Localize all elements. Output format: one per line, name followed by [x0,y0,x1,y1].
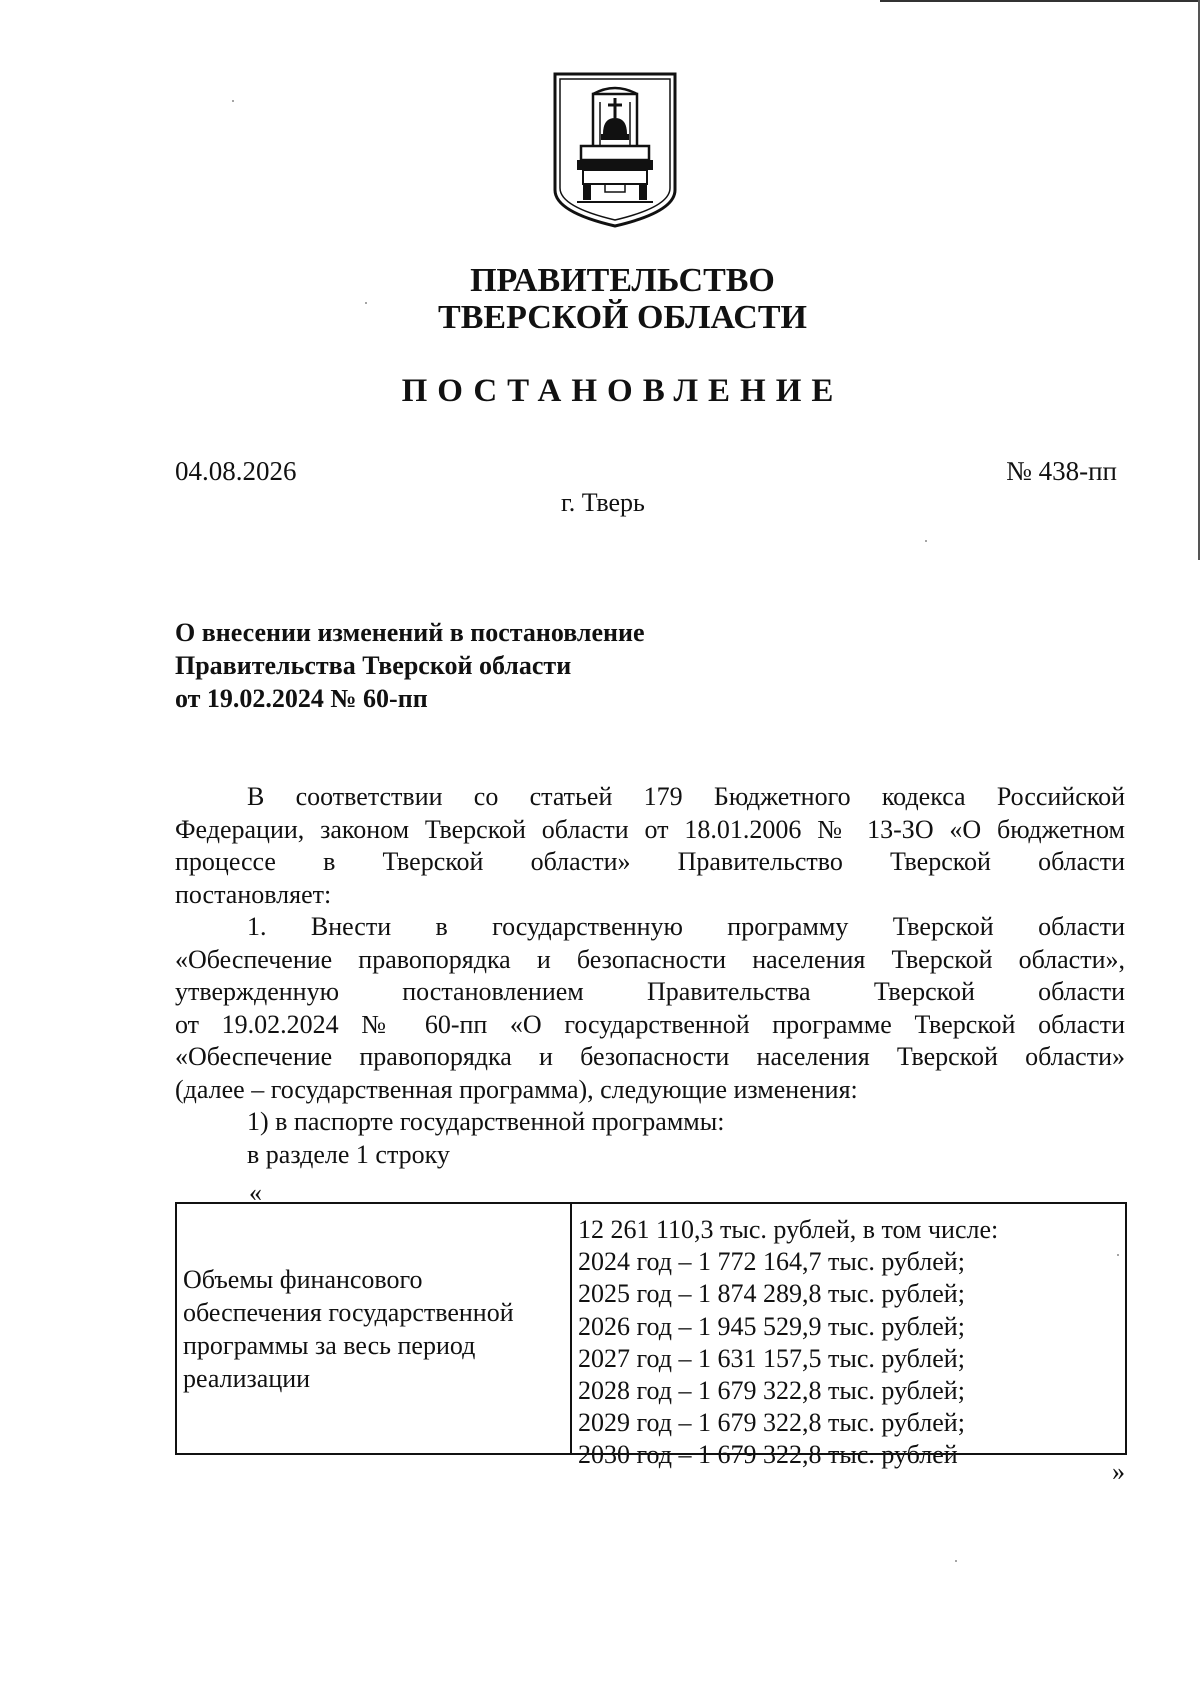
body-line: утвержденную постановлением Правительства Тверской области [175,977,1125,1006]
document-body [175,781,1125,1171]
document-date: 04.08.2026 [175,456,297,486]
table-value-line: 2030 год – 1 679 322,8 тыс. рублей [578,1440,958,1470]
body-line: процессе в Тверской области» Правительство Тверской области [175,847,1125,876]
body-line: в разделе 1 строку [247,1139,450,1169]
coat-of-arms-emblem [553,72,677,228]
body-line: В соответствии со статьей 179 Бюджетного кодекса Российской [247,782,1125,811]
body-line: от 19.02.2024 № 60-пп «О государственной программе Тверской области [175,1009,1125,1039]
government-title-line-1: ПРАВИТЕЛЬСТВО [470,262,775,299]
table-value-line: 2024 год – 1 772 164,7 тыс. рублей; [578,1247,965,1277]
table-value-line: 2026 год – 1 945 529,9 тыс. рублей; [578,1311,965,1341]
table-label-line: Объемы финансового [183,1264,423,1294]
table-value-line: 2027 год – 1 631 157,5 тыс. рублей; [578,1343,965,1373]
table-label-line: программы за весь период [183,1330,476,1360]
financing-table [175,1202,1127,1470]
table-value-cell [572,1204,1125,1470]
body-line: постановляет: [175,879,332,909]
body-line: 1. Внести в государственную программу Тверской области [247,912,1125,941]
table-value-line: 2028 год – 1 679 322,8 тыс. рублей; [578,1376,965,1406]
scan-edge-top [880,0,1200,2]
table-label-line: реализации [183,1363,311,1393]
opening-quote: « [249,1178,262,1207]
table-value-line: 12 261 110,3 тыс. рублей, в том числе: [578,1215,999,1244]
document-subject [175,616,645,715]
document-type-heading: ПОСТАНОВЛЕНИЕ [401,373,844,409]
document-city: г. Тверь [561,488,645,517]
body-line: 1) в паспорте государственной программы: [247,1107,725,1136]
subject-line: Правительства Тверской области [175,651,572,680]
body-line: «Обеспечение правопорядка и безопасности населения Тверской области» [175,1042,1125,1071]
body-line: Федерации, законом Тверской области от 18.01.2006 № 13-ЗО «О бюджетном [175,814,1125,844]
scan-speck [955,1560,957,1562]
subject-line: О внесении изменений в постановление [175,618,645,647]
table-label-cell [177,1204,572,1453]
subject-line: от 19.02.2024 № 60-пп [175,684,428,713]
table-label-line: обеспечения государственной [183,1297,514,1327]
body-line: (далее – государственная программа), следующие изменения: [175,1074,858,1104]
document-number: № 438-пп [1006,456,1117,486]
government-title-line-2: ТВЕРСКОЙ ОБЛАСТИ [438,299,807,336]
table-value-line: 2025 год – 1 874 289,8 тыс. рублей; [578,1279,965,1309]
scan-speck [232,100,234,102]
scan-speck [925,540,927,542]
body-line: «Обеспечение правопорядка и безопасности населения Тверской области», [175,944,1125,974]
table-value-line: 2029 год – 1 679 322,8 тыс. рублей; [578,1408,965,1438]
closing-quote: » [1112,1457,1125,1486]
